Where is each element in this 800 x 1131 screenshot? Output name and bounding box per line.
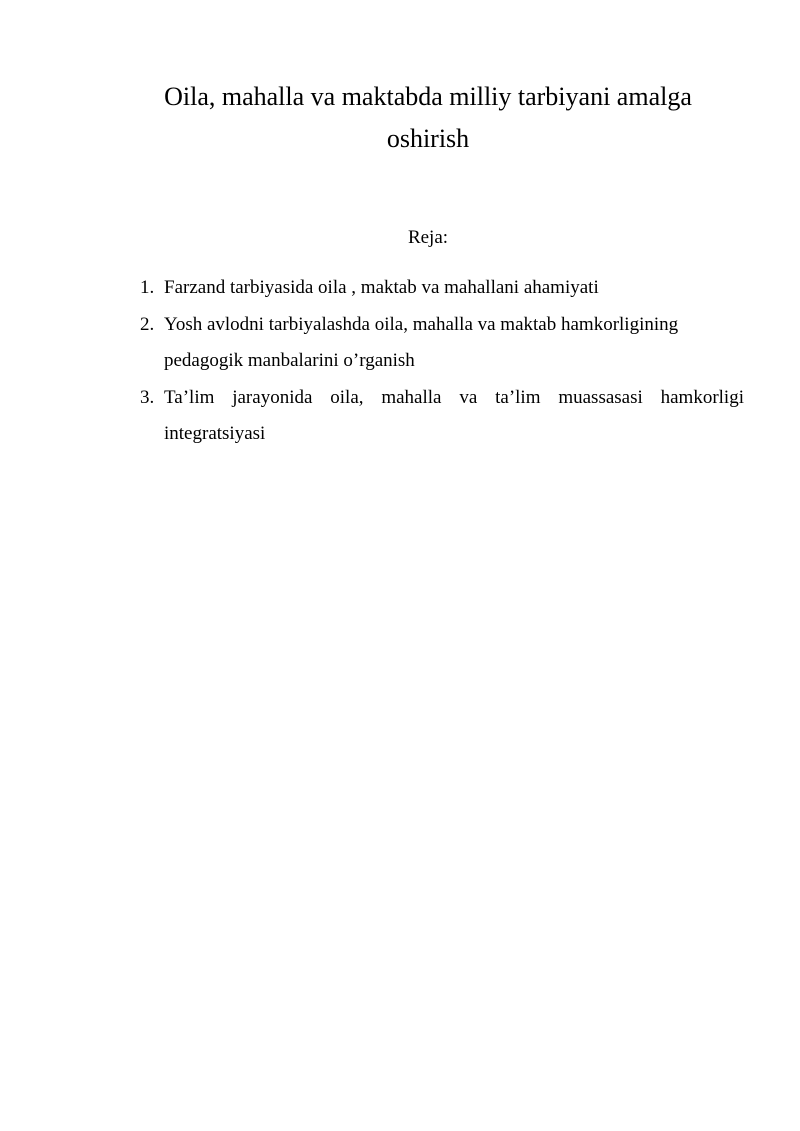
- plan-heading: Reja:: [407, 227, 449, 248]
- document-title: Oila, mahalla va maktabda milliy tarbiyani amalga oshirish: [164, 82, 692, 153]
- plan-item-text: Farzand tarbiyasida oila , maktab va mahallani ahamiyati: [164, 277, 599, 298]
- plan-item-number: 2.: [140, 313, 155, 335]
- plan-list: [140, 270, 744, 453]
- plan-item-3: [140, 380, 744, 453]
- plan-item-number: 1.: [140, 277, 155, 298]
- plan-item-1: [140, 270, 744, 307]
- plan-item-number: 3.: [140, 386, 155, 408]
- plan-item-text: Ta’lim jarayonida oila, mahalla va ta’lim muassasasi hamkorligi integratsiyasi: [164, 386, 744, 444]
- plan-item-2: [140, 307, 744, 380]
- plan-item-text: Yosh avlodni tarbiyalashda oila, mahalla va maktab hamkorligining pedagogik manbalarini o’rganish: [164, 313, 679, 371]
